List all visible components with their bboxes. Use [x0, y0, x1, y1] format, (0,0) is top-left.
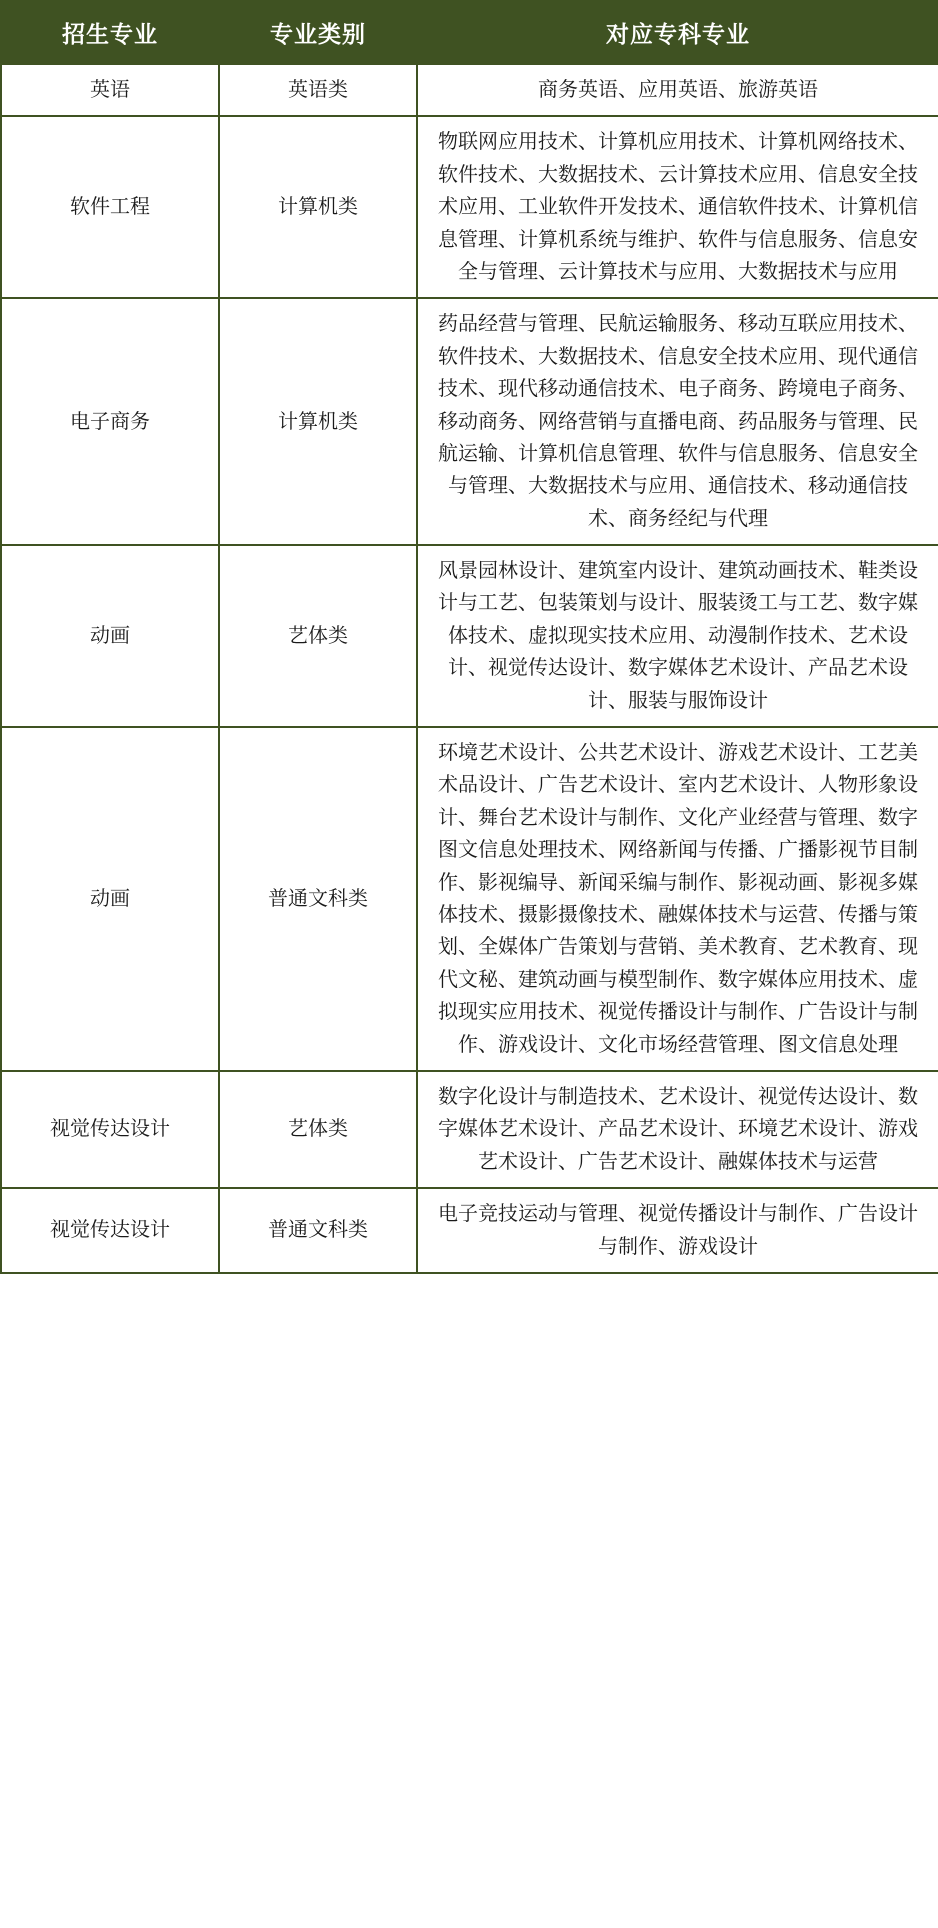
cell-major: 软件工程: [1, 116, 219, 298]
cell-corresponding-majors: 数字化设计与制造技术、艺术设计、视觉传达设计、数字媒体艺术设计、产品艺术设计、环境艺术设计、游戏艺术设计、广告艺术设计、融媒体技术与运营: [417, 1071, 938, 1188]
cell-category: 艺体类: [219, 545, 417, 727]
cell-category: 计算机类: [219, 116, 417, 298]
cell-category: 英语类: [219, 64, 417, 116]
column-header-major: 招生专业: [1, 1, 219, 64]
cell-category: 普通文科类: [219, 1188, 417, 1273]
column-header-category: 专业类别: [219, 1, 417, 64]
table-header-row: [1, 1, 938, 64]
table-row: [1, 545, 938, 727]
table-header: [1, 1, 938, 64]
cell-corresponding-majors: 风景园林设计、建筑室内设计、建筑动画技术、鞋类设计与工艺、包装策划与设计、服装烫工与工艺、数字媒体技术、虚拟现实技术应用、动漫制作技术、艺术设计、视觉传达设计、数字媒体艺术设计、产品艺术设计、服装与服饰设计: [417, 545, 938, 727]
cell-category: 计算机类: [219, 298, 417, 545]
table-row: [1, 1188, 938, 1273]
table-row: [1, 1071, 938, 1188]
table-body: [1, 64, 938, 1273]
cell-major: 动画: [1, 727, 219, 1071]
cell-major: 电子商务: [1, 298, 219, 545]
table-row: [1, 64, 938, 116]
cell-corresponding-majors: 环境艺术设计、公共艺术设计、游戏艺术设计、工艺美术品设计、广告艺术设计、室内艺术设计、人物形象设计、舞台艺术设计与制作、文化产业经营与管理、数字图文信息处理技术、网络新闻与传播、广播影视节目制作、影视编导、新闻采编与制作、影视动画、影视多媒体技术、摄影摄像技术、融媒体技术与运营、传播与策划、全媒体广告策划与营销、美术教育、艺术教育、现代文秘、建筑动画与模型制作、数字媒体应用技术、虚拟现实应用技术、视觉传播设计与制作、广告设计与制作、游戏设计、文化市场经营管理、图文信息处理: [417, 727, 938, 1071]
table-row: [1, 116, 938, 298]
cell-corresponding-majors: 物联网应用技术、计算机应用技术、计算机网络技术、软件技术、大数据技术、云计算技术应用、信息安全技术应用、工业软件开发技术、通信软件技术、计算机信息管理、计算机系统与维护、软件与信息服务、信息安全与管理、云计算技术与应用、大数据技术与应用: [417, 116, 938, 298]
column-header-corresponding-majors: 对应专科专业: [417, 1, 938, 64]
table-row: [1, 727, 938, 1071]
cell-major: 视觉传达设计: [1, 1188, 219, 1273]
cell-category: 艺体类: [219, 1071, 417, 1188]
cell-corresponding-majors: 药品经营与管理、民航运输服务、移动互联应用技术、软件技术、大数据技术、信息安全技术应用、现代通信技术、现代移动通信技术、电子商务、跨境电子商务、移动商务、网络营销与直播电商、药品服务与管理、民航运输、计算机信息管理、软件与信息服务、信息安全与管理、大数据技术与应用、通信技术、移动通信技术、商务经纪与代理: [417, 298, 938, 545]
cell-corresponding-majors: 商务英语、应用英语、旅游英语: [417, 64, 938, 116]
cell-major: 动画: [1, 545, 219, 727]
cell-corresponding-majors: 电子竞技运动与管理、视觉传播设计与制作、广告设计与制作、游戏设计: [417, 1188, 938, 1273]
table-row: [1, 298, 938, 545]
cell-category: 普通文科类: [219, 727, 417, 1071]
cell-major: 视觉传达设计: [1, 1071, 219, 1188]
cell-major: 英语: [1, 64, 219, 116]
